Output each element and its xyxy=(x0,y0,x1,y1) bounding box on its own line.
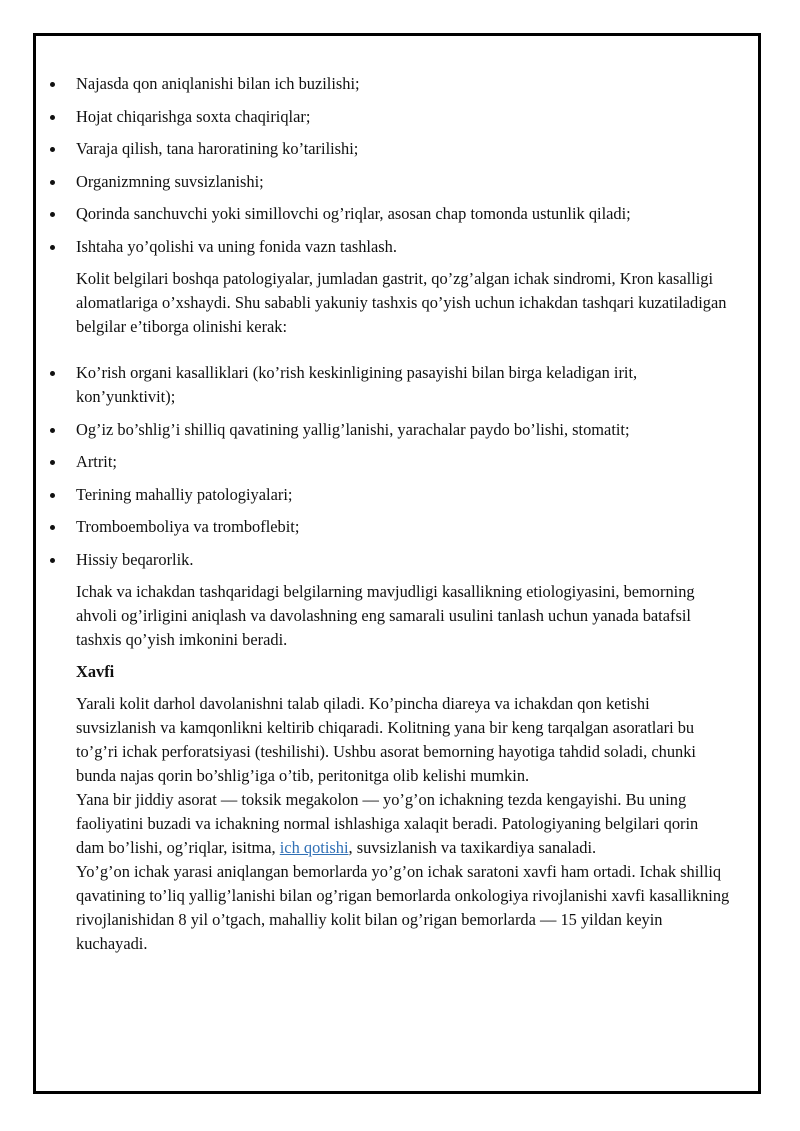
list-item: Hissiy beqarorlik. xyxy=(50,548,730,572)
extraintestinal-list xyxy=(50,361,730,572)
section-heading: Xavfi xyxy=(76,662,115,681)
bullet-icon xyxy=(50,180,55,185)
bullet-icon xyxy=(50,212,55,217)
constipation-link[interactable]: ich qotishi xyxy=(279,838,349,857)
bullet-icon xyxy=(50,558,55,563)
paragraph-risk-1: Yarali kolit darhol davolanishni talab qiladi. Ko’pincha diareya va ichakdan qon ketishi suvsizlanish va kamqonlikni keltirib chiqaradi. Kolitning yana bir keng tarqalgan asoratlari bu to’g’ri ichak perforatsiyasi (teshilishi). Ushbu asorat bemorning hayotiga tahdid soladi, chunki bunda najas qorin bo’shlig’iga o’tib, peritonitga olib kelishi mumkin. xyxy=(76,694,696,785)
bullet-icon xyxy=(50,245,55,250)
list-item: Qorinda sanchuvchi yoki simillovchi og’riqlar, asosan chap tomonda ustunlik qiladi; xyxy=(50,202,730,226)
list-item: Artrit; xyxy=(50,450,730,474)
paragraph-differential: Kolit belgilari boshqa patologiyalar, jumladan gastrit, qo’zg’algan ichak sindromi, Kron kasalligi alomatlariga o’xshaydi. Shu sababli yakuniy tashxis qo’yish uchun ichakdan tashqari kuzatiladigan belgilar e’tiborga olinishi kerak: xyxy=(76,269,727,336)
bullet-icon xyxy=(50,460,55,465)
document-body xyxy=(50,72,730,956)
paragraph-diagnosis: Ichak va ichakdan tashqaridagi belgilarning mavjudligi kasallikning etiologiyasini, bemorning ahvoli og’irligini aniqlash va davolashning eng samarali usulini tanlash uchun yanada batafsil tashxis qo’yish imkonini beradi. xyxy=(76,582,695,649)
symptom-list xyxy=(50,72,730,259)
bullet-icon xyxy=(50,371,55,376)
bullet-icon xyxy=(50,493,55,498)
paragraph-risk-2: Yana bir jiddiy asorat — toksik megakolon — yo’g’on ichakning tezda kengayishi. Bu uning faoliyatini buzadi va ichakning normal ishlashiga xalaqit beradi. Patologiyaning belgilari qorin dam bo’lishi, og’riqlar, isitma, ich qotishi, suvsizlanish va taxikardiya sanaladi. xyxy=(76,790,699,857)
bullet-icon xyxy=(50,115,55,120)
list-item: Og’iz bo’shlig’i shilliq qavatining yallig’lanishi, yarachalar paydo bo’lishi, stomatit; xyxy=(50,418,730,442)
list-item: Ko’rish organi kasalliklari (ko’rish keskinligining pasayishi bilan birga keladigan irit, kon’yunktivit); xyxy=(50,361,730,409)
list-item: Terining mahalliy patologiyalari; xyxy=(50,483,730,507)
paragraph-risk-3: Yo’g’on ichak yarasi aniqlangan bemorlarda yo’g’on ichak saratoni xavfi ham ortadi. Ichak shilliq qavatining to’liq yallig’lanishi bilan og’rigan bemorlarda onkologiya rivojlanishi xavfi kasallikning rivojlanishidan 8 yil o’tgach, mahalliy kolit bilan og’rigan bemorlarda — 15 yildan keyin kuchayadi. xyxy=(76,862,730,953)
bullet-icon xyxy=(50,82,55,87)
bullet-icon xyxy=(50,428,55,433)
bullet-icon xyxy=(50,525,55,530)
list-item: Organizmning suvsizlanishi; xyxy=(50,170,730,194)
list-item: Varaja qilish, tana haroratining ko’tarilishi; xyxy=(50,137,730,161)
list-item: Tromboemboliya va tromboflebit; xyxy=(50,515,730,539)
list-item: Najasda qon aniqlanishi bilan ich buzilishi; xyxy=(50,72,730,96)
list-item: Ishtaha yo’qolishi va uning fonida vazn tashlash. xyxy=(50,235,730,259)
list-item: Hojat chiqarishga soxta chaqiriqlar; xyxy=(50,105,730,129)
bullet-icon xyxy=(50,147,55,152)
